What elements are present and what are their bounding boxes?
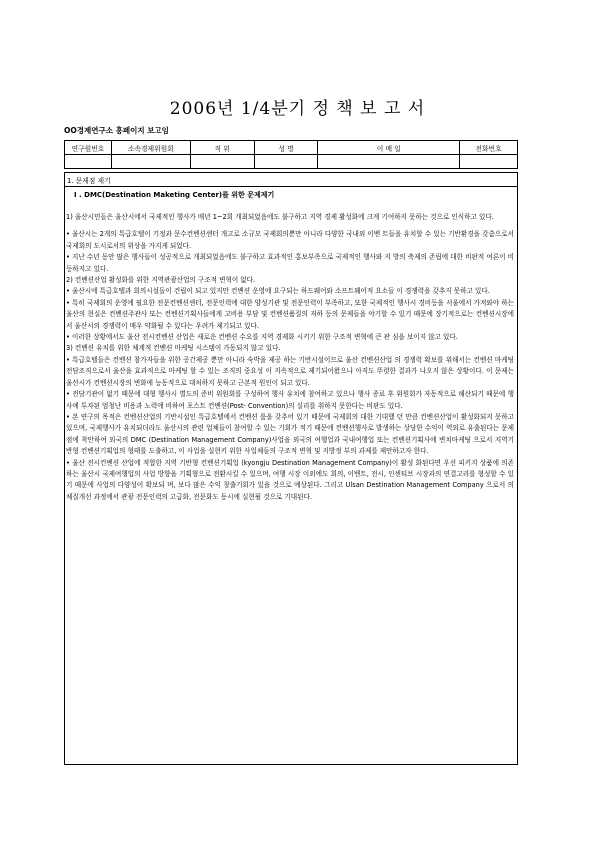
page-title: 2006년 1/4분기 정 책 보 고 서 [169, 99, 426, 119]
paragraph: • 지난 수년 동안 많은 행사들이 성공적으로 개최되었음에도 불구하고 효과적인 홍보부족으로 국제적인 행사와 지 방의 축제의 존립에 대한 비판적 여론이 비등하지고 있다. [66, 253, 514, 273]
header-name: 성 명 [254, 141, 318, 155]
header-committee: 소속경제위원회 [111, 141, 190, 155]
report-subtitle: OO경제연구소 흥페이지 보고임 [64, 126, 169, 135]
header-position: 직 위 [190, 141, 254, 155]
table-row [65, 155, 518, 169]
paragraph: • 특급호텔들은 컨벤션 참가자들을 위한 공간제공 뿐만 아니라 숙박을 제공 하는 기반시설이므로 울산 컨벤션산업 의 경쟁력 확보를 위해서는 컨벤션 마케팅 전담조직으로서 울산을 효과적으로 마케팅 할 수 있는 조직의 중요성 이 지속적으로 제기되어왔으나 아직도 뚜렷한 결과가 나오지 않은 상황이다. 이 문제는 울산시가 컨벤션시장의 변화에 능동적으로 대처하지 못하고 근본적 원인이 되고 있다. [66, 355, 514, 387]
section-divider [64, 186, 518, 187]
cell-committee [111, 155, 190, 169]
section-heading: I . DMC(Destination Maketing Center)를 위한 문제제기 [74, 191, 275, 199]
paragraph: • 울산 전시컨벤션 산업에 적합한 지역 기반형 컨벤션기획업 (kyongju Destination Management Company)이 활성 화된다면 우선 피키지 상품에 의존하는 울산시 국제여행업의 사업 방향을 기획형으로 전환시킬 수 있으며, 여행 시장 이외에도 회의, 이벤트, 전시, 인센티브 시장과의 연결고리를 형성할 수 있기 때문에 사업의 다양성이 확보되 며, 보다 많은 수익 창출기회가 있을 것으로 예상된다. 그리고 Ulsan Destination Management Company 으로서 의 체질개선 과정에서 관광 전문인력의 고급화, 전문화도 동시에 실현될 것으로 기대된다. [66, 458, 514, 501]
cell-researcher-id [65, 155, 112, 169]
cell-email [318, 155, 460, 169]
table-header-row [65, 141, 518, 155]
researcher-info-table [64, 140, 518, 169]
header-researcher-id: 연구원번호 [65, 141, 112, 155]
paragraph: • 전담기관이 없기 때문에 대형 행사시 별도의 준비 위원회를 구성하여 행사 유치에 참여하고 있으나 행사 종료 후 위원회가 자동적으로 해산되기 때문에 행사에 투자된 엄청난 비용과 노력에 비하여 포스트 컨벤션(Post- Convention)의 실리를 취하지 못한다는 비판도 있다. [66, 390, 514, 410]
paragraph: 1) 울산시민들은 울산시에서 국제적인 행사가 매년 1~2회 개최되었음에도 불구하고 지역 경제 활성화에 크게 기여하지 못하는 것으로 인식하고 있다. [66, 213, 494, 221]
cell-position [190, 155, 254, 169]
cell-name [254, 155, 318, 169]
header-phone: 전화번호 [460, 141, 518, 155]
paragraph: • 본 연구의 목적은 컨벤션산업의 기반시설인 특급호텔에서 컨벤션 룸을 갖추어 있기 때문에 국제회의 대한 기대했 던 만큼 컨벤션산업이 활성화되지 못하고 있으며, 국제행사가 유치되더라도 울산시의 관련 업체들이 참여할 수 있는 기회가 적기 때문에 컨벤션행사로 발생하는 상당한 수익이 역외로 유출된다는 문제점에 착안하여 외국의 DMC (Destination Management Company)사업을 외국의 여행업과 국내여행업 또는 컨벤션기획사에 변치마케팅 으로서 지역기반형 컨벤션기획업의 형태를 도출하고, 이 사업을 실현키 위한 사업체들의 구조적 변혁 및 지방정 부의 과제를 제안하고자 한다. [66, 412, 514, 456]
report-body [66, 212, 514, 503]
section-label: 1. 문제점 제기 [67, 177, 111, 185]
paragraph: • 이러한 상황에서도 울산 전시컨벤션 산업은 새로운 컨벤션 수요를 지역 경제화 시키기 위한 구조적 변혁에 큰 관 심을 보이지 않고 있다. [66, 333, 458, 342]
paragraph: • 울산시는 2개의 특급호텔이 기정과 문수컨벤션센터 개고로 소규모 국제회의뿐만 아니라 다양한 국내외 이벤 트들을 유치할 수 있는 기반환경을 갖춤으로서 국제회의 도시로서의 위상을 가지게 되었다. [66, 230, 514, 250]
paragraph: • 특히 국제회의 운영에 필요한 전문컨벤션센터, 전문인력에 대한 양성기관 및 전문인력이 부족하고, 또한 국제적인 행사시 경비등을 서울에서 가져와야 하는 울산의 현실은 컨벤션주관사 또는 컨벤션기획사들에게 고비용 부담 및 컨벤션품질의 저하 등의 문제들을 야기할 수 있기 때문에 장기적으로는 컨벤션시장에서 울산시의 경쟁력이 매우 약화될 수 있다는 우려가 제기되고 있다. [66, 298, 514, 330]
paragraph: • 울산시에 특급호텔과 회의시설들이 건립이 되고 있지만 컨벤션 운영에 요구되는 하드웨어와 소프트웨어적 요소들 이 경쟁력을 갖추지 못하고 있다. [66, 287, 490, 296]
paragraph: 3) 컨벤션 유치를 위한 체계적 컨벤션 마케팅 시스템이 가동되지 않고 있다. [66, 344, 281, 353]
header-email: 이 메 일 [318, 141, 460, 155]
cell-phone [460, 155, 518, 169]
paragraph: 2) 컨벤션산업 활성화를 위한 지역관광산업의 구조적 변혁이 없다. [66, 276, 256, 285]
